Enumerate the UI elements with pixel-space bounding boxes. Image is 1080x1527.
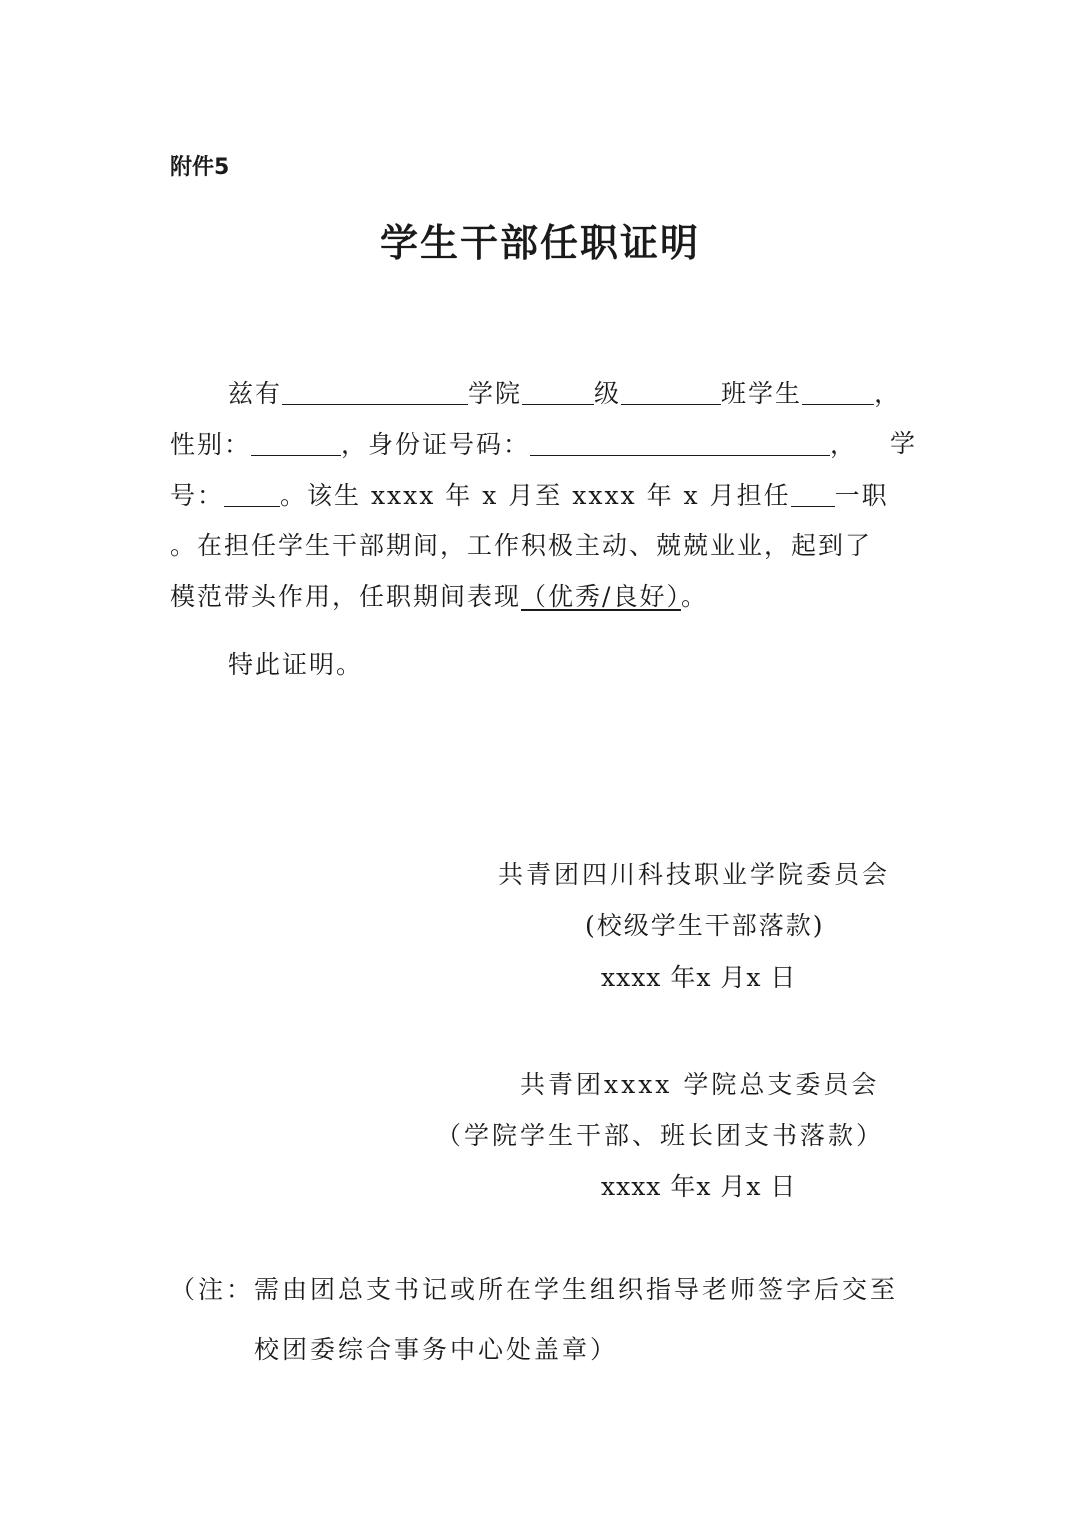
- attachment-label: 附件5: [170, 155, 230, 180]
- text-segment: 级: [594, 379, 622, 408]
- signature2-note: （学院学生干部、班长团支书落款）: [436, 1121, 885, 1150]
- signature1-org: 共青团四川科技职业学院委员会: [498, 860, 891, 889]
- body-line-1: [228, 380, 901, 406]
- college-blank[interactable]: [522, 380, 594, 405]
- gender-blank[interactable]: [251, 431, 341, 456]
- student-number-blank[interactable]: [224, 482, 280, 507]
- body-line-5: [170, 584, 708, 609]
- position-blank[interactable]: [791, 482, 835, 507]
- signature2-org: 共青团xxxx 学院总支委员会: [520, 1070, 880, 1099]
- footnote-line-2: 校团委综合事务中心处盖章）: [254, 1335, 619, 1364]
- grade-blank[interactable]: [621, 380, 721, 405]
- id-number-blank[interactable]: [530, 431, 830, 456]
- text-segment: 班学生: [721, 379, 803, 408]
- page-title: 学生干部任职证明: [379, 221, 700, 265]
- text-segment: 兹有: [228, 379, 283, 408]
- performance-option[interactable]: （优秀/良好）: [521, 582, 681, 611]
- name-blank[interactable]: [282, 380, 468, 405]
- body-line-3: [170, 482, 889, 508]
- class-blank[interactable]: [802, 380, 874, 405]
- text-segment: 号：: [170, 481, 225, 510]
- certify-statement: 特此证明。: [228, 650, 364, 679]
- signature2-date: xxxx 年x 月x 日: [601, 1172, 797, 1201]
- body-line-2-end: 学: [890, 429, 918, 458]
- signature1-note: (校级学生干部落款): [585, 911, 825, 940]
- text-segment: ，身份证号码：: [341, 430, 531, 459]
- text-segment: 学院: [468, 379, 523, 408]
- text-segment: 。该生 xxxx 年 x 月至 xxxx 年 x 月担任: [280, 481, 791, 510]
- signature1-date: xxxx 年x 月x 日: [601, 963, 797, 992]
- body-line-4: 。在担任学生干部期间，工作积极主动、兢兢业业，起到了: [170, 531, 873, 560]
- text-segment: 模范带头作用，任职期间表现: [170, 582, 522, 611]
- text-segment: 。: [680, 582, 708, 611]
- text-segment: ，: [874, 379, 902, 408]
- text-segment: 性别：: [170, 430, 252, 459]
- footnote-line-1: （注：需由团总支书记或所在学生组织指导老师签字后交至: [170, 1275, 899, 1304]
- body-line-2: [170, 431, 857, 457]
- text-segment: ，: [830, 430, 858, 459]
- text-segment: 一职: [834, 481, 889, 510]
